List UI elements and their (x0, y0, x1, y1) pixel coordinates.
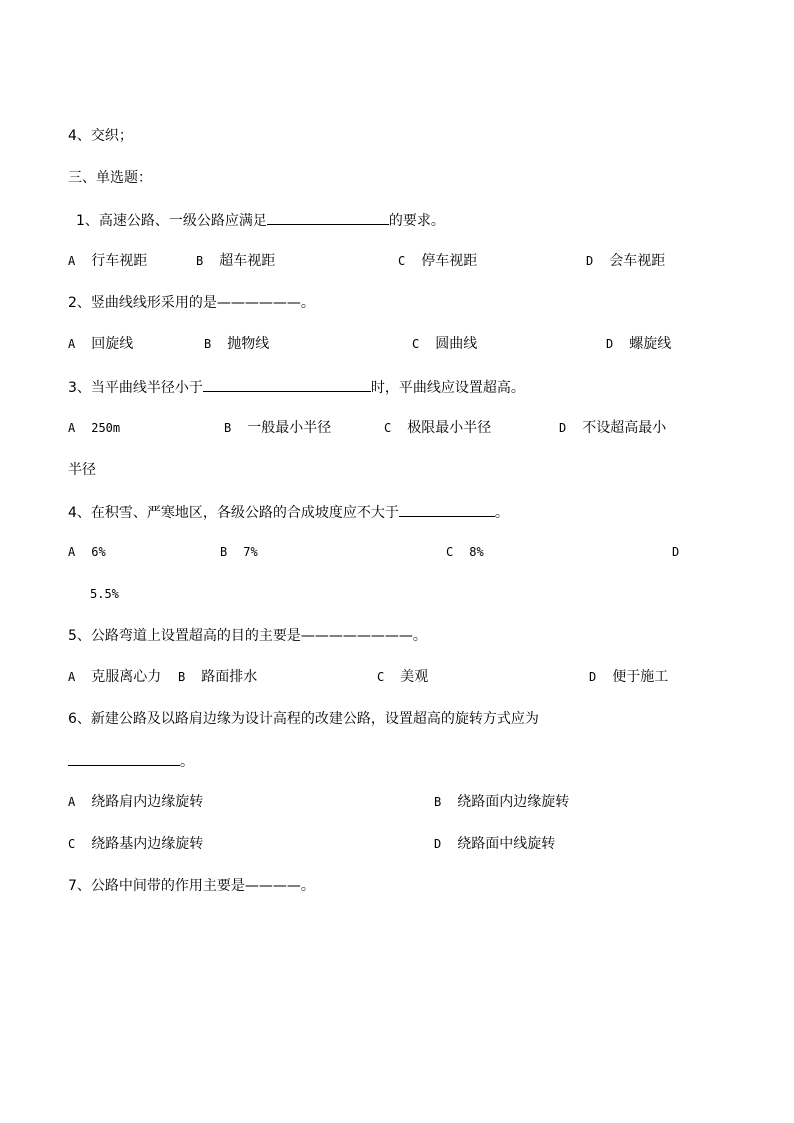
option-6a: A 绕路肩内边缘旋转 (68, 794, 204, 810)
option-2a: A 回旋线 (68, 336, 134, 352)
option-4b: B 7% (220, 545, 258, 559)
option-3d-wrap: 半径 (68, 462, 96, 478)
question-3-tail: 时，平曲线应设置超高。 (370, 380, 525, 396)
option-4c: C 8% (446, 545, 484, 559)
question-1-text: 1、高速公路、一级公路应满足 (76, 213, 267, 229)
option-5a: A 克服离心力 (68, 669, 162, 685)
option-4d-wrap: 5.5% (90, 587, 119, 601)
option-1a: A 行车视距 (68, 253, 148, 269)
question-6-blank-line (68, 751, 194, 771)
question-7: 7、公路中间带的作用主要是————。 (68, 878, 315, 894)
option-1c: C 停车视距 (398, 253, 478, 269)
option-5c: C 美观 (377, 669, 429, 685)
option-6d: D 绕路面中线旋转 (434, 836, 556, 852)
option-3c: C 极限最小半径 (384, 420, 492, 436)
section-heading: 三、单选题： (68, 170, 152, 186)
option-2d: D 螺旋线 (606, 336, 672, 352)
answer-blank (68, 751, 180, 766)
question-2: 2、竖曲线线形采用的是——————。 (68, 295, 315, 311)
question-5: 5、公路弯道上设置超高的目的主要是————————。 (68, 628, 427, 644)
option-6c: C 绕路基内边缘旋转 (68, 836, 204, 852)
question-6: 6、新建公路及以路肩边缘为设计高程的改建公路，设置超高的旋转方式应为 (68, 711, 539, 727)
option-1b: B 超车视距 (196, 253, 276, 269)
question-3-text: 3、当平曲线半径小于 (68, 380, 203, 396)
answer-blank (399, 502, 495, 517)
option-3d: D 不设超高最小 (559, 420, 667, 436)
question-4-text: 4、在积雪、严寒地区，各级公路的合成坡度应不大于 (68, 505, 399, 521)
question-3 (68, 377, 525, 397)
question-4-tail: 。 (494, 505, 509, 521)
question-1-tail: 的要求。 (388, 213, 445, 229)
option-6b: B 绕路面内边缘旋转 (434, 794, 570, 810)
option-3a: A 250m (68, 421, 121, 435)
option-5d: D 便于施工 (589, 669, 669, 685)
question-1 (76, 210, 445, 230)
option-1d: D 会车视距 (586, 253, 666, 269)
option-2b: B 抛物线 (204, 336, 270, 352)
question-6-tail: 。 (180, 754, 194, 770)
answer-blank (203, 377, 371, 392)
prev-item: 4、交织； (68, 128, 133, 144)
option-4d: D (672, 545, 680, 559)
answer-blank (267, 210, 389, 225)
option-4a: A 6% (68, 545, 106, 559)
option-3b: B 一般最小半径 (224, 420, 332, 436)
option-5b: B 路面排水 (178, 669, 258, 685)
option-2c: C 圆曲线 (412, 336, 478, 352)
question-4 (68, 502, 509, 522)
